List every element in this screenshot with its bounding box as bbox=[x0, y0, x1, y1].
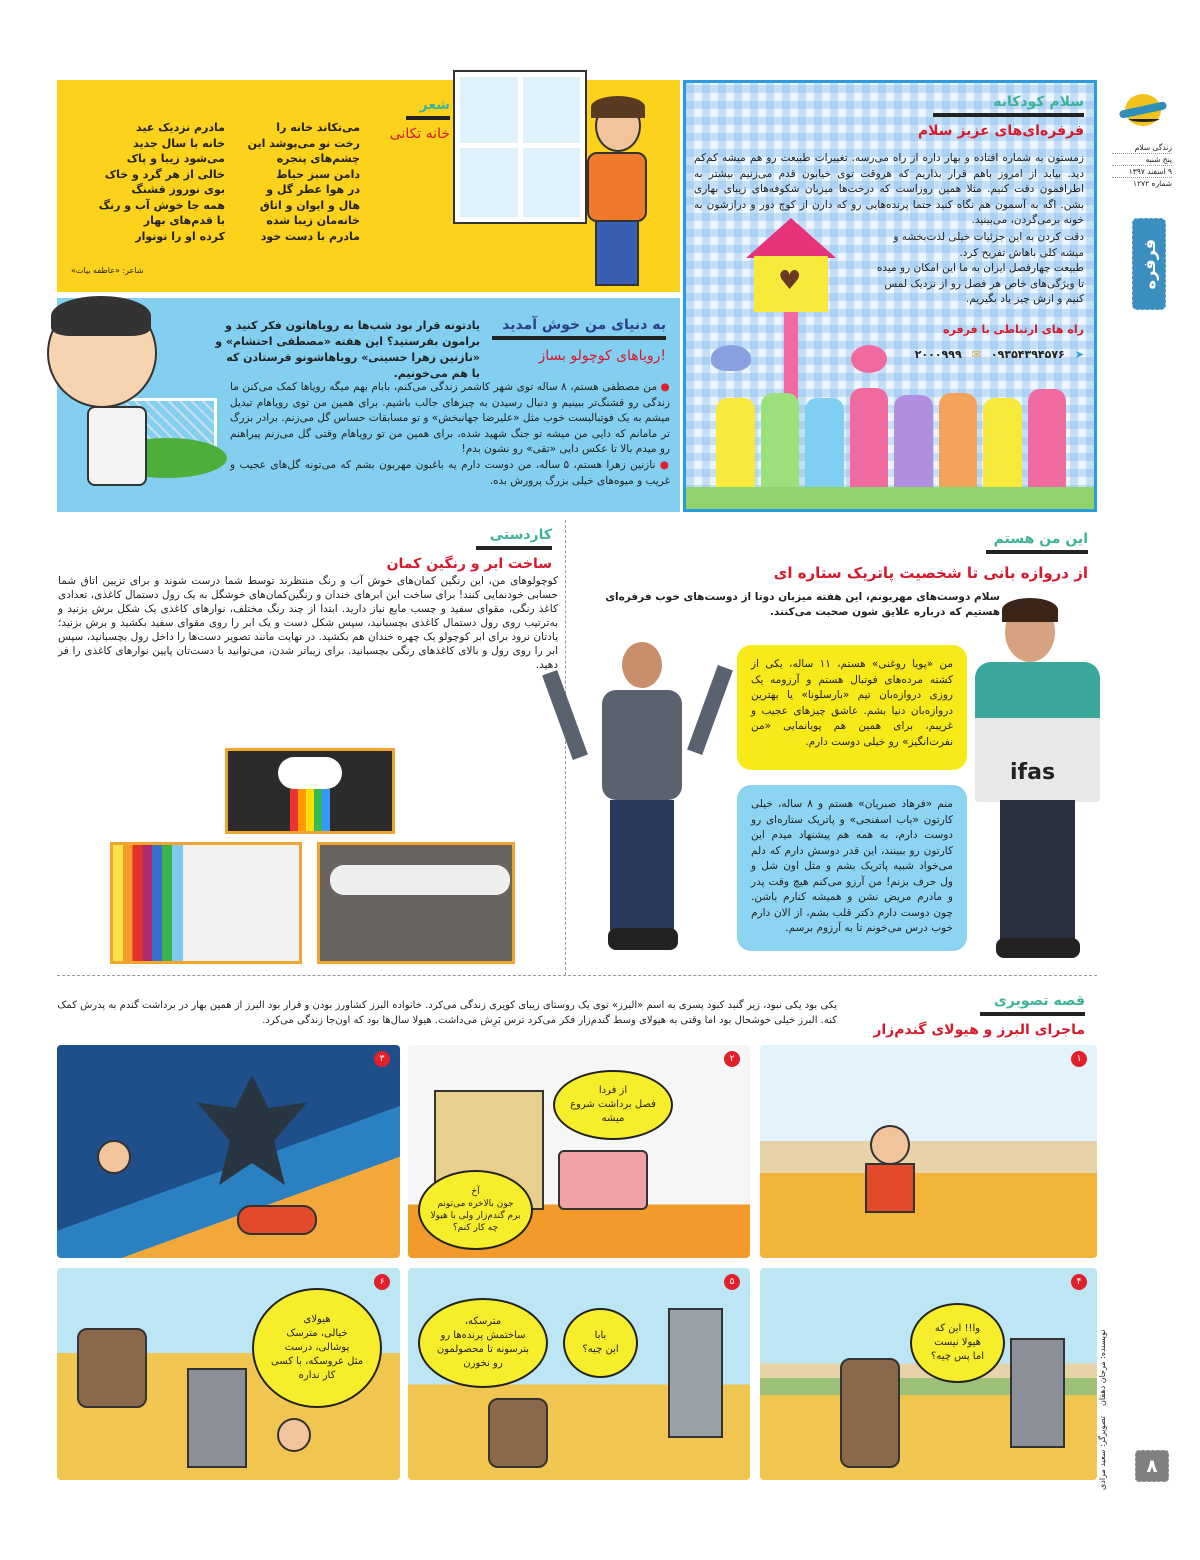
panel-number: ۳ bbox=[374, 1051, 390, 1067]
poem-line: دامن سبز حیاط bbox=[276, 167, 360, 181]
comic-panel-2 bbox=[408, 1045, 750, 1258]
section-kicker: شعر bbox=[406, 97, 450, 120]
info-line: زندگی سلام bbox=[1112, 142, 1172, 154]
contact-info bbox=[915, 348, 1084, 361]
fence-illustration bbox=[716, 383, 1066, 493]
bullet-icon: ● bbox=[656, 381, 670, 393]
section-title: از دروازه بانی تا شخصیت پاتریک ستاره ای bbox=[773, 564, 1088, 582]
shirt-logo: ifas bbox=[1010, 760, 1056, 785]
section-kicker: این من هستم bbox=[986, 531, 1088, 554]
poem-line: هال و ایوان و اتاق bbox=[259, 198, 360, 212]
kid1-photo bbox=[970, 600, 1105, 962]
section-kicker: سلام کودکانه bbox=[933, 94, 1084, 117]
poem-line: با قدم‌های بهار bbox=[143, 214, 225, 227]
dreams-section bbox=[57, 298, 680, 512]
poem-line: مادرم نزدیک عید bbox=[135, 121, 225, 134]
poem-line: بوی نوروز قشنگ bbox=[131, 183, 225, 196]
poem-line: خالی از هر گرد و خاک bbox=[104, 167, 225, 181]
poem-line: در هوا عطر گل و bbox=[266, 183, 360, 196]
greeting-body-3: طبیعت چهارفصل ایران به ما این امکان رو میده تا ویژگی‌های خاص هر فصل رو از نزدیک لمس کنیم و ازش چیز یاد بگیریم. bbox=[876, 262, 1084, 305]
craft-photo-cloud bbox=[225, 748, 395, 834]
craft-header bbox=[387, 524, 552, 572]
poem-line: خانه‌مان زیبا شده bbox=[266, 214, 360, 227]
kid2-photo bbox=[552, 640, 727, 958]
kid2-text: منم «فرهاد صبریان» هستم و ۸ ساله، خیلی کارتون «باب اسفنجی» و پاتریک ستاره‌ای رو دوست دارم، به همه هم پیشنهاد میدم این کارتون رو ببینند، این قدر دوسش دارم که دلم می‌خواد شبیه پاتریک بشم و مثل اون شل و ول حرف بزنم! من آرزو می‌کنم هیچ وقت پدر و مادرم مریض نشن و همیشه کنارم باشن. چون دوست دارم دکتر قلب بشم، از الان دارم خوب درس می‌خونم تا به آرزوم برسم. bbox=[751, 798, 953, 934]
comic-panel-5 bbox=[408, 1268, 750, 1480]
me-intro: سلام دوست‌های مهربونم، این هفته میزبان دوتا از دوست‌های خوب فرفره‌ای هستیم که درباره علایق شون صحبت می‌کنند. bbox=[605, 591, 1000, 618]
story-credits: نویسنده: مرجان دهقان تصویرگر: سعید مرادی bbox=[1098, 1329, 1107, 1490]
section-tab bbox=[1132, 218, 1166, 310]
panel-number: ۵ bbox=[724, 1274, 740, 1290]
section-title: ساخت ابر و رنگین کمان bbox=[386, 556, 552, 572]
poem-line: مادرم با دست خود bbox=[260, 229, 360, 243]
poem-line: می‌شود زیبا و پاک bbox=[126, 152, 225, 165]
bird-icon bbox=[851, 345, 887, 373]
poem-line: خانه با سال جدید bbox=[133, 136, 225, 150]
poem-line: رخت نو می‌پوشد این bbox=[247, 136, 360, 150]
speech-bubble: بابا این چیه؟ bbox=[563, 1308, 638, 1378]
bullet-icon: ● bbox=[655, 459, 671, 471]
grass bbox=[686, 487, 1094, 509]
section-title: رویاهای کوچولو بساز! bbox=[538, 348, 666, 364]
dream-text: من مصطفی هستم، ۸ ساله توی شهر کاشمر زندگی می‌کنم، بابام بهم میگه رویاها کمک می‌کنن ما زندگی رو قشنگ‌تر ببینیم و دنبال رسیدن به چیزهای جالب باشیم. برای همین من توی رویاهام تبدیل میشم به یک فوتبالیست خوب مثل «علیرضا جهانبخش» و تو مسابقات حساس گل می‌زنم. برادر بزرگ تر مامانم که دایی من میشه تو جنگ شهید شده، برای همین من تو رویاهام وقتی گل می‌زنم پیراهنم رو میدم بالا تا عکس دایی «تقی» رو نشون بدم! bbox=[230, 381, 670, 455]
panel-number: ۶ bbox=[374, 1274, 390, 1290]
craft-body: کوچولوهای من، این رنگین کمان‌های خوش آب و رنگ منتظرند توسط شما درست شوند و برای تزیین اتاق شما حسابی خودنمایی کنند! برای ساخت این ابرهای خندان و رنگین‌کمان‌های خوشگل به یک رول دستمال کاغذی، تعدادی کاغذ رنگی، مقوای سفید و چسب مایع نیاز دارید. ابتدا از چند رنگ مختلف، نوارهای کاغذی یک شکل برش بزنید و به‌ترتیب روی رول دستمال کاغذی بچسبانید، سپس شکل دست و یک ابر را روی مقوای سفید بکشید و برش بزنید؛ یادتان نرود برای ابر کوچولو یک چهره خندان هم بکشید. در نهایت مانند تصویر دست‌ها را داخل رول بچسبانید، سپس ابر را روی رول و بالای کاغذهای رنگی بچسبانید. برای زیباتر شدن، می‌توانید با دست‌تان پایین نوارهای کاغذی را فر دهید. bbox=[58, 575, 558, 671]
speech-bubble: هیولای خیالی، مترسک پوشالی، درست مثل عروسکه، با کسی کار نداره bbox=[252, 1288, 382, 1408]
poem-line: می‌تکاند خانه را bbox=[276, 121, 360, 134]
sms-icon: ✉ bbox=[971, 348, 981, 361]
craft-photo-assembly bbox=[317, 842, 515, 964]
craft-photo-strips bbox=[110, 842, 302, 964]
kid2-speech-box bbox=[737, 785, 967, 951]
bird-icon bbox=[711, 345, 751, 371]
comic-panel-6 bbox=[57, 1268, 400, 1480]
page-number-label: ۸ bbox=[1146, 1455, 1158, 1477]
comic-panel-4 bbox=[760, 1268, 1097, 1480]
poem-column-1 bbox=[248, 120, 360, 244]
section-tab-label: فرفره bbox=[1139, 238, 1159, 290]
dreams-paragraph-2 bbox=[230, 458, 670, 489]
me-header bbox=[986, 528, 1088, 554]
greeting-section bbox=[683, 80, 1097, 512]
comic-panel-3 bbox=[57, 1045, 400, 1258]
poem-line: همه جا خوش آب و رنگ bbox=[98, 198, 225, 212]
section-kicker: کاردستی bbox=[476, 527, 552, 550]
dreams-paragraph-1 bbox=[230, 380, 670, 458]
poem-column-2 bbox=[99, 120, 225, 244]
speech-bubble: از فردا فصل برداشت شروع میشه bbox=[553, 1070, 673, 1140]
football-boy-illustration bbox=[47, 298, 217, 512]
contact-label: راه های ارتباطی با فرفره bbox=[943, 323, 1084, 336]
section-title: خانه تکانی bbox=[389, 126, 450, 142]
comic-panel-1 bbox=[760, 1045, 1097, 1258]
issue-info bbox=[1112, 142, 1172, 189]
section-kicker: قصه تصویری bbox=[980, 993, 1085, 1016]
kid1-speech-box bbox=[737, 645, 967, 770]
speech-bubble: وا!! این که هیولا نیست اما پس چیه؟ bbox=[910, 1303, 1005, 1383]
telegram-icon: ➤ bbox=[1074, 348, 1084, 361]
story-header bbox=[873, 990, 1085, 1038]
sms-number: ۲۰۰۰۹۹۹ bbox=[914, 348, 962, 361]
poem-line: کرده او را نونوار bbox=[135, 229, 225, 243]
page-number bbox=[1135, 1450, 1169, 1482]
section-kicker: به دنیای من خوش آمدید bbox=[492, 317, 666, 340]
speech-bubble: آخ جون بالاخره می‌تونم برم گندم‌زار ولی با هیولا چه کار کنم؟ bbox=[418, 1170, 533, 1250]
telegram-number: ۰۹۳۵۴۳۹۴۵۷۶ bbox=[990, 348, 1065, 361]
section-title: فرفره‌ای‌های عزیز سلام bbox=[917, 123, 1084, 139]
info-line: ۹ اسفند ۱۳۹۷ bbox=[1112, 166, 1172, 178]
dreams-intro: یادتونه قرار بود شب‌ها به رویاهاتون فکر کنید و برامون بفرستید؟ این هفته «مصطفی احتشام» و «نازنین زهرا حسینی» رویاهاشونو فرستادن که با هم می‌خونیم. bbox=[215, 319, 480, 380]
logo bbox=[1117, 92, 1169, 130]
section-title: ماجرای البرز و هیولای گندم‌زار bbox=[873, 1022, 1085, 1038]
panel-number: ۴ bbox=[1071, 1274, 1087, 1290]
divider bbox=[57, 975, 1097, 976]
story-body: یکی بود یکی نبود، زیر گنبد کبود پسری به اسم «البرز» توی یک روستای زیبای کویری زندگی می‌کرد. خانواده البرز کشاورز بودن و قرار بود البرز از همین بهار در برداشت گندم به پدرش کمک کنه. البرز خیلی خوشحال بود اما وقتی به هیولای وسط گندم‌زار فکر می‌کرد ترس بَرِش می‌داشت. هیولا سال‌ها بود که اون‌جا زندگی می‌کرد. bbox=[57, 1000, 837, 1026]
greeting-body: زمستون به شماره افتاده و بهار داره از راه می‌رسه. تغییرات طبیعت رو هم میشه کم‌کم دید. بیاید از امروز باهم قرار بذاریم که هروقت توی خیابون قدم می‌زنیم بیشتر به اطرافمون دقت کنیم. مثلا همین روزاست که درخت‌ها میزبان شکوفه‌های زیبای بهاری بشن. اگه به آسمون هم نگاه کنید حتما پرنده‌هایی رو که دارن از کوچ دور و درازشون به خونه برمی‌گردن، می‌بینید. bbox=[694, 152, 1084, 226]
panel-number: ۲ bbox=[724, 1051, 740, 1067]
info-line: شماره ۱۲۷۲ bbox=[1133, 179, 1172, 188]
info-line: پنج شنبه bbox=[1112, 154, 1172, 166]
greeting-body-2: دقت کردن به این جزئیات خیلی لذت‌بخشه و میشه کلی باهاش تفریح کرد. bbox=[893, 231, 1084, 259]
dream-text: نازنین زهرا هستم، ۵ ساله، من دوست دارم یه باغبون مهربون بشم که می‌تونه گل‌های عجیب و غریب و میوه‌های خیلی بزرگ پرورش بده. bbox=[230, 459, 670, 487]
boy-illustration bbox=[577, 100, 657, 290]
speech-bubble: مترسکه، ساختمش پرنده‌ها رو بترسونه تا محصولمون رو نخورن bbox=[418, 1298, 548, 1388]
kid1-text: من «پویا روغنی» هستم، ۱۱ ساله، یکی از کشته مرده‌های فوتبال هستم و آرزومه یک روزی دروازه‌بان تیم «بارسلونا» یا بهترین دروازه‌بان دنیا بشم. عاشق چیزهای عجیب و غریبم، برای همین هم پویانمایی «من نفرت‌انگیز» رو خیلی دوست دارم. bbox=[751, 658, 953, 748]
window-cleaning-illustration bbox=[455, 72, 585, 222]
poet-credit: شاعر: «عاطفه بیات» bbox=[71, 266, 144, 275]
poem-line: چشم‌های پنجره bbox=[276, 152, 360, 165]
panel-number: ۱ bbox=[1071, 1051, 1087, 1067]
poem-section bbox=[57, 80, 680, 292]
birdhouse-illustration: ♥ bbox=[746, 218, 836, 448]
